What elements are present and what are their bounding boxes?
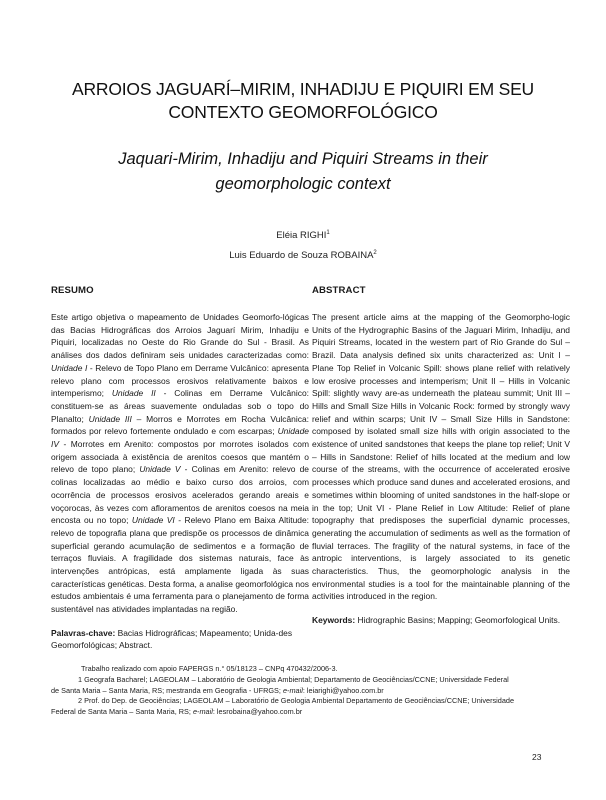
unit-name: Unidade VI: [131, 515, 175, 526]
footnote-support: Trabalho realizado com apoio FAPERGS n.° 05/18123 – CNPq 470432/2006-3.: [81, 664, 338, 673]
keywords-text: Hidrographic Basins; Mapping; Geomorfological Units.: [355, 615, 561, 626]
palavras-chave: [51, 627, 309, 651]
resumo-text: [51, 311, 309, 616]
resumo-segment: - Morrotes em Arenito: compostos por morrotes isolados com origem associada à existência de arenitos coesos que mantém o relevo de topo plano;: [51, 439, 309, 475]
keywords-label: Palavras-chave:: [51, 627, 116, 638]
email-label: e-mail: [192, 707, 213, 717]
unit-name: Unidade II: [111, 388, 156, 399]
resumo-heading: RESUMO: [51, 285, 94, 296]
footnote-2-line-2: [51, 707, 571, 718]
footnote-1-line-1: 1 Geografa Bacharel; LAGEOLAM – Laboratório de Geologia Ambiental; Departamento de Geociências/CCNE; Universidade Federal: [78, 674, 509, 684]
unit-name: Unidade I: [51, 362, 88, 373]
resumo-column: [51, 285, 309, 651]
author-2: [0, 250, 606, 261]
unit-name: Unidade V: [139, 464, 181, 475]
title-line: CONTEXTO GEOMORFOLÓGICO: [168, 102, 438, 122]
author-footnote-marker: 1: [326, 230, 330, 236]
subtitle-line: geomorphologic context: [215, 175, 391, 193]
resumo-segment: Este artigo objetiva o mapeamento de Unidades Geomorfo-lógicas das Bacias Hidrográficas dos Arroios Jaguarí Mirim, Inhadiju e Piquiri, localizadas no Oeste do Rio Grande do Sul - Brasil. As análises dos dados definiram seis unidades caracterizadas como:: [51, 312, 309, 361]
article-title-portuguese: [0, 78, 606, 124]
resumo-segment: – Morros e Morrotes em Rocha Vulcânica: formados por relevo fortemente ondulado e com escarpas;: [51, 413, 309, 437]
abstract-column: [312, 285, 570, 626]
footnote-text: de Santa Maria – Santa Maria, RS; mestranda em Geografia - UFRGS;: [51, 685, 283, 695]
author-name: Luis Eduardo de Souza ROBAINA: [229, 250, 374, 262]
resumo-segment: - Relevo Plano em Baixa Altitude: relevo de topografia plana que predispõe os processos de dinâmica superficial gerando acumulação de sedimentos e a formação de terraços fluviais. A fragilidade dos sistemas naturais, face às intervenções antrópicas, está amplamente ligada às suas características genéticas. Desta forma, a analise geomorfológica nos estudos ambientais é uma ferramenta para o planejamento de forma sustentável nas atividades implantadas na região.: [51, 515, 309, 615]
footnote-text: Federal de Santa Maria – Santa Maria, RS;: [51, 707, 193, 717]
author-name: Eléia RIGHI: [276, 230, 327, 242]
abstract-text: The present article aims at the mapping of the Geomorpho-logic Units of the Hydrographic Basins of the Jaguari Mirim, Inhadiju, and Piquiri Streams, located in the western part of Rio Grande do Sul – Brazil. Data analysis defined six units characterized as: Unit I – Plane Top Relief in Volcanic Spill: shows plane relief with relatively low erosive processes and intemperism; Unit II – Hills in Volcanic Spill: slightly wavy are-as underneath the plateau summit; Unit III – Hills and Small Size Hills in Volcanic Rock: formed by strongly wavy relief and within scarps; Unit IV – Small Size Hills in Sandstone: composed by isolated small size hills with origin associated to the existence of united sandstones that keeps the plane top relief; Unit V – Hills in Sandstone: Relief of hills located at the medium and low course of the streams, with the occurrence of accelerated erosive processes which produce sand dunes and accelerated erosions, and sometimes within blooming of united sandstones in the half-slope or in the top; Unit VI - Plane Relief in Low Altitude: Relief of plane topography that predisposes the superficial dynamic processes, generating the accumulation of sediments as well as the formation of fluvial terraces. The fragility of the natural systems, in face of the antropic interventions, is largely associated to its genetic characteristics. Thus, the geomorphologic analysis in the environmental studies is a tool for the maintainable planning of the activities introduced in the region.: [312, 312, 570, 602]
title-line: ARROIOS JAGUARÍ–MIRIM, INHADIJU E PIQUIRI EM SEU: [72, 79, 534, 99]
resumo-segment: - Relevo de Topo Plano em Derrame Vulcânico: apresenta relevo plano com processos erosivos relativamente baixos e intemperismo;: [51, 362, 309, 399]
footnote-2-line-1: 2 Prof. do Dep. de Geociências; LAGEOLAM – Laboratório de Geologia Ambiental Departamento de Geociências/CCNE; Universidade: [78, 696, 515, 706]
footnotes: [51, 664, 571, 718]
footnote-1-line-2: [51, 686, 571, 697]
email-address: : leiarighi@yahoo.com.br: [302, 685, 384, 695]
keywords-label: Keywords:: [312, 615, 356, 626]
abstract-heading: ABSTRACT: [312, 285, 366, 296]
keywords: [312, 614, 570, 626]
resumo-segment: - Colinas em Arenito: relevo de colinas localizadas ao médio e baixo curso dos arroios, com ocorrência de processos erosivos acelerados gerando areais e voçorocas, às vezes com afloramentos de arenitos coesos na meia encosta ou no topo;: [51, 464, 309, 526]
author-footnote-marker: 2: [373, 250, 377, 256]
email-label: e-mail: [282, 685, 303, 695]
unit-name: Unidade IV: [51, 426, 309, 450]
author-1: [0, 230, 606, 241]
email-address: : lesrobaina@yahoo.com.br: [212, 707, 303, 717]
article-title-english: [0, 147, 606, 197]
subtitle-line: Jaquari-Mirim, Inhadiju and Piquiri Streams in their: [118, 150, 488, 168]
resumo-segment: - Colinas em Derrame Vulcânico: constituem-se as áreas suavemente onduladas sob o topo do Planalto;: [51, 388, 309, 424]
keywords-text: Bacias Hidrográficas; Mapeamento; Unida-des Geomorfológicas; Abstract.: [51, 627, 293, 650]
page-number: 23: [532, 752, 542, 762]
unit-name: Unidade III: [88, 413, 132, 424]
